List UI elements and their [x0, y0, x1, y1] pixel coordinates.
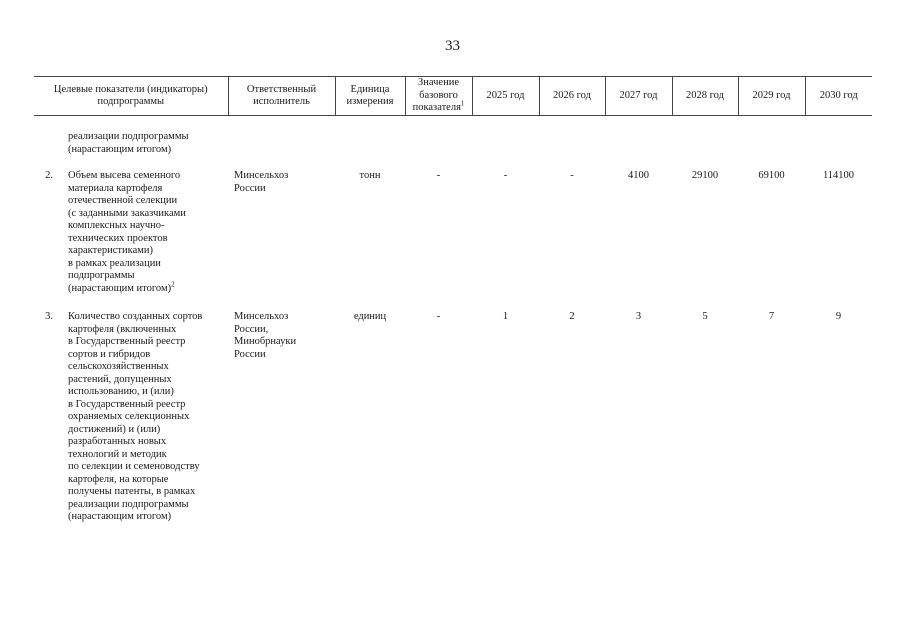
indicator-line-text: (нарастающим итогом) — [68, 511, 172, 522]
indicator-line — [68, 280, 228, 296]
indicator-line-text: Количество созданных сортов — [68, 311, 203, 322]
responsible-line: России — [234, 348, 266, 360]
indicator-line-text: технических проектов — [68, 232, 168, 244]
indicator-line-text: технологий и методик — [68, 448, 167, 460]
indicator-line-text: Объем высева семенного — [68, 170, 181, 181]
continuation-row — [34, 116, 872, 171]
unit-cell: тонн — [359, 170, 381, 181]
indicator-line-text: картофеля, на которые — [68, 473, 169, 485]
year-value-cell: 2 — [569, 311, 575, 322]
indicator-line-text: по селекции и семеноводству — [68, 461, 200, 472]
header-year-2025: 2025 год — [472, 77, 539, 116]
indicator-line — [68, 399, 228, 412]
header-responsible: Ответственный исполнитель — [228, 77, 335, 116]
year-value-cell: 69100 — [758, 170, 785, 181]
indicator-line-text: (с заданными заказчиками — [68, 207, 186, 219]
indicator-line — [68, 349, 228, 362]
continuation-line: (нарастающим итогом) — [68, 143, 172, 155]
year-value-cell: 9 — [835, 311, 842, 322]
indicator-line-text: сортов и гибридов — [68, 348, 151, 360]
year-value-cell: 1 — [502, 311, 509, 322]
year-value-cell: 4100 — [628, 170, 649, 181]
responsible-executor — [228, 311, 335, 540]
indicator-name — [64, 311, 228, 540]
header-unit: Единица измерения — [335, 77, 405, 116]
indicator-line-text: достижений) и (или) — [68, 423, 161, 435]
year-value-cell: 7 — [768, 311, 775, 322]
indicator-line — [68, 220, 228, 233]
indicator-line — [68, 195, 228, 208]
table-row — [34, 170, 872, 311]
indicator-line — [68, 374, 228, 387]
year-value-cell: 5 — [702, 311, 708, 322]
indicator-line — [68, 461, 228, 474]
year-value-cell: 114100 — [822, 170, 855, 181]
indicator-line-text: реализации подпрограммы — [68, 498, 189, 510]
indicator-line — [68, 411, 228, 424]
indicator-line-text: получены патенты, в рамках — [68, 486, 196, 497]
header-base — [405, 77, 472, 116]
indicator-name — [64, 170, 228, 311]
indicator-line — [68, 386, 228, 399]
indicators-table — [34, 76, 872, 540]
indicator-line-text: в рамках реализации — [68, 257, 161, 269]
indicator-line-text: охраняемых селекционных — [68, 411, 190, 422]
header-base-footnote: 1 — [460, 99, 465, 108]
header-year-2030: 2030 год — [805, 77, 872, 116]
indicator-footnote: 2 — [171, 280, 175, 288]
continuation-line: реализации подпрограммы — [68, 131, 189, 142]
indicator-line-text: комплексных научно- — [68, 220, 165, 231]
indicator-line-text: подпрограммы — [68, 270, 135, 281]
responsible-executor — [228, 170, 335, 311]
indicator-line — [68, 270, 228, 283]
indicator-line-text: картофеля (включенных — [68, 323, 177, 335]
indicator-line — [68, 258, 228, 271]
indicator-line — [68, 449, 228, 462]
responsible-line: Минобрнауки — [234, 336, 297, 347]
year-value-cell: - — [570, 170, 574, 181]
responsible-line: России — [234, 182, 266, 194]
row-number: 3. — [45, 311, 53, 322]
continuation-text — [64, 116, 228, 171]
indicator-line — [68, 436, 228, 449]
header-year-2028: 2028 год — [672, 77, 738, 116]
indicator-line — [68, 511, 228, 524]
indicator-line — [68, 336, 228, 349]
unit-cell: единиц — [353, 311, 387, 322]
indicator-line — [68, 233, 228, 246]
header-year-2027: 2027 год — [605, 77, 672, 116]
indicator-line-text: в Государственный реестр — [68, 336, 186, 347]
row-number: 2. — [45, 170, 53, 181]
indicator-line — [68, 245, 228, 258]
indicator-line — [68, 486, 228, 499]
indicator-line — [68, 170, 228, 183]
indicator-line — [68, 183, 228, 196]
indicator-line — [68, 311, 228, 324]
table-row — [34, 311, 872, 540]
indicator-line — [68, 361, 228, 374]
table-header-row — [34, 77, 872, 116]
header-base-label: Значение базового показателя — [412, 77, 461, 114]
year-value-cell: - — [503, 170, 508, 181]
indicator-line-text: сельскохозяйственных — [68, 361, 169, 372]
indicator-line-text: использованию, и (или) — [68, 386, 174, 397]
year-value-cell: 29100 — [691, 170, 719, 181]
base-value-cell: - — [436, 311, 441, 322]
indicator-line-text: характеристиками) — [68, 245, 153, 256]
indicator-line-text: растений, допущенных — [68, 373, 172, 385]
base-value-cell: - — [436, 170, 441, 181]
indicator-line — [68, 324, 228, 337]
responsible-line: Минсельхоз — [234, 170, 289, 181]
indicator-line-text: разработанных новых — [68, 436, 167, 447]
page-number: 33 — [445, 38, 460, 54]
indicator-line — [68, 208, 228, 221]
indicator-line-text: отечественной селекции — [68, 195, 178, 206]
indicator-line-text: (нарастающим итогом) — [68, 282, 172, 294]
responsible-line: России, — [234, 323, 269, 335]
indicator-line-text: в Государственный реестр — [68, 398, 186, 410]
header-year-2029: 2029 год — [738, 77, 805, 116]
indicator-line — [68, 499, 228, 512]
header-indicator: Целевые показатели (индикаторы) подпрограммы — [53, 83, 208, 107]
indicator-line — [68, 474, 228, 487]
year-value-cell: 3 — [635, 311, 642, 322]
indicator-line-text: материала картофеля — [68, 182, 163, 194]
indicator-line — [68, 424, 228, 437]
header-year-2026: 2026 год — [539, 77, 605, 116]
responsible-line: Минсельхоз — [234, 311, 289, 322]
